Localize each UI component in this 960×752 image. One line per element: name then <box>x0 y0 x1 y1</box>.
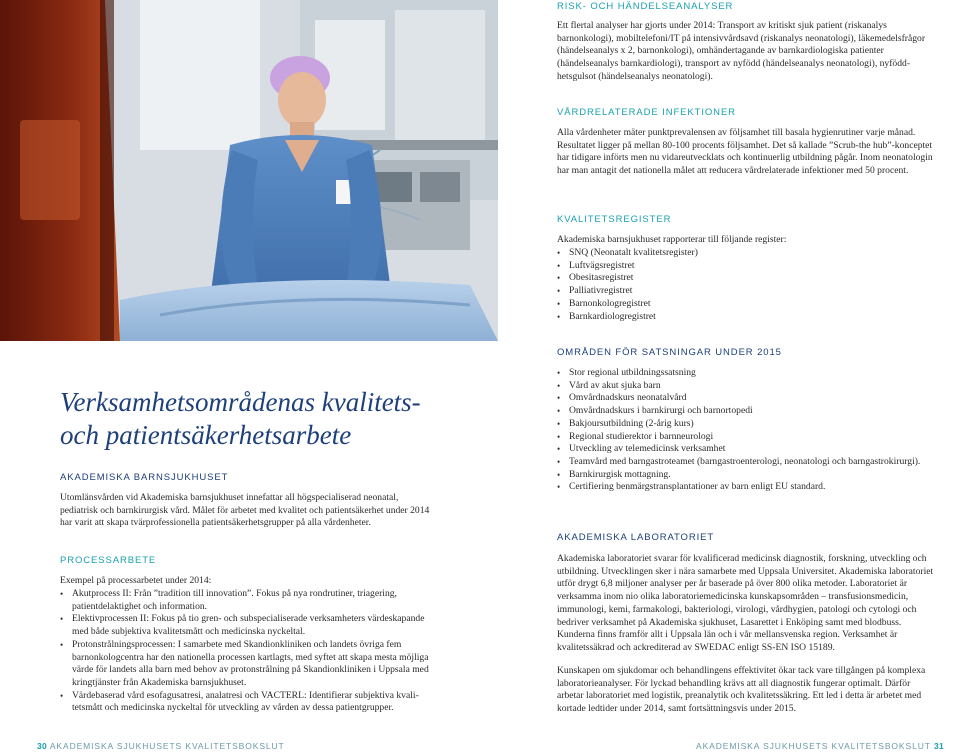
list-item: • Omvårdnadskurs neonatalvård <box>557 392 935 405</box>
page-number-left: 30 <box>37 741 48 751</box>
title-line-2: och patientsäkerhetsarbete <box>60 420 352 450</box>
list-item: • Akutprocess II: Från ”tradition till innovation”. Fokus på nya rondrutiner, triagering, patientdelaktighet och information. <box>60 588 438 613</box>
list-item: • Teamvård med barngastroteamet (barngastroenterologi, neonatologi och barngastrokirurgi). <box>557 456 935 469</box>
satsningar-heading: OMRÅDEN FÖR SATSNINGAR UNDER 2015 <box>557 347 782 358</box>
list-item: • Certifiering benmärgstransplantationer av barn enligt EU standard. <box>557 481 935 494</box>
risk-handelseanalyser-heading: RISK- OCH HÄNDELSEANALYSER <box>557 1 734 12</box>
photo-illustration <box>0 0 498 341</box>
akademiska-laboratoriet-heading: AKADEMISKA LABORATORIET <box>557 532 715 543</box>
list-item: • Barnonkologregistret <box>557 298 935 311</box>
list-item: • Barnkirurgisk mottagning. <box>557 469 935 482</box>
list-item: • Barnkardiologregistret <box>557 311 935 324</box>
vardrelaterade-infektioner-paragraph: Alla vårdenheter mäter punktprevalensen av följsamhet till basala hygienrutiner varje månad. Resultatet ligger på mellan 80-100 procents följsamhet. Det så kallade ”Scrub-the hub”-konceptet har tidigare införts men nu vidareutvecklats och kontinuerlig utbildning pågår. Inom neonatologin har man antagit det nationella målet att reducera vårdrelaterade infektioner med 50 procent. <box>557 127 933 177</box>
list-item: • Obesitasregistret <box>557 272 935 285</box>
risk-handelseanalyser-paragraph: Ett flertal analyser har gjorts under 2014: Transport av kritiskt sjuk patient (riskanalys barnonkologi), mobiltelefoni/IT på intensivvårdsavd (riskanalys neonatologi), läkemedelsfrågor (händelseanalys x 2, barnonkologi), omhändertagande av barnkardiologiska patienter (händelseanalys barnkardiologi), transport av nyfödd (händelseanalys neonatologi), nyföddhetsgulsot (händelseanalys neonatologi). <box>557 20 926 82</box>
kvalitetsregister-intro: Akademiska barnsjukhuset rapporterar till följande register: <box>557 234 787 245</box>
processarbete-heading: PROCESSARBETE <box>60 555 157 566</box>
kvalitetsregister-list <box>557 247 935 323</box>
kvalitetsregister-heading: KVALITETSREGISTER <box>557 214 672 225</box>
list-item: • Stor regional utbildningssatsning <box>557 367 935 380</box>
list-item: • Elektivprocessen II: Fokus på tio gren- och subspecialiserade verksamheters värdeskapande med både subjektiva kvalitetsmått och medicinska nyckeltal. <box>60 613 438 638</box>
list-item: • Omvårdnadskurs i barnkirurgi och barnortopedi <box>557 405 935 418</box>
footer-right-text: AKADEMISKA SJUKHUSETS KVALITETSBOKSLUT <box>696 741 931 751</box>
processarbete-intro: Exempel på processarbetet under 2014: <box>60 575 212 586</box>
processarbete-list <box>60 588 438 715</box>
list-item: • Luftvägsregistret <box>557 260 935 273</box>
list-item: • Regional studierektor i barnneurologi <box>557 431 935 444</box>
title-line-1: Verksamhetsområdenas kvalitets- <box>60 387 421 417</box>
list-item: • Värdebaserad vård esofagusatresi, analatresi och VACTERL: Identifierar subjektiva kvalitetsmått och medicinska nyckeltal för utveckling av vården av dessa patientgrupper. <box>60 690 438 715</box>
list-item: • Protonstrålningsprocessen: I samarbete med Skandionkliniken och landets övriga fem barnonkologcentra har den nationella processen kartlagts, med syftet att skapa mesta möjliga värde för landets alla barn med behov av protonstrålning på Skandionkliniken i Uppsala med kringtjänster från Akademiska barnsjukhuset. <box>60 639 438 690</box>
footer-right <box>696 741 944 751</box>
vardrelaterade-infektioner-heading: VÅRDRELATERADE INFEKTIONER <box>557 107 736 118</box>
akademiska-barnsjukhuset-paragraph: Utomlänsvården vid Akademiska barnsjukhuset innefattar all högspecialiserad neonatal, pediatrisk och barnkirurgisk vård. Målet för arbetet med kvalitet och patientsäkerhet under 2014 har varit att skapa tvärprofessionella patientsäkerhetsgrupper på alla vårdenheter. <box>60 492 430 529</box>
page-title <box>60 386 460 452</box>
footer-left-text: AKADEMISKA SJUKHUSETS KVALITETSBOKSLUT <box>49 741 285 751</box>
footer-left <box>37 741 285 751</box>
hospital-staff-photo <box>0 0 498 341</box>
akademiska-laboratoriet-paragraph-1: Akademiska laboratoriet svarar för kvalificerad medicinsk diagnostik, forskning, utveckling och utbildning. Utvecklingen sker i nära samarbete med Uppsala Universitet. Akademiska laboratoriet utför drygt 6,8 miljoner analyser per år baserade på över 800 olika metoder. Laboratoriet är verksamma inom nio olika laboratoriemedicinska kunskapsområden – transfusionsmedicin, immunologi, kemi, farmakologi, bakteriologi, virologi, vårdhygien, patologi och cytologi och bedriver verksamhet på Akademiska sjukhuset, Lasarettet i Enköping samt med blodbuss. Kunderna finns framför allt i Uppsala län och i vår mellansvenska region. Verksamhet är kvalitetssäkrad och ackrediterad av SWEDAC enligt SS-EN ISO 15189. <box>557 553 934 653</box>
akademiska-laboratoriet-paragraph-2: Kunskapen om sjukdomar och behandlingens effektivitet ökar tack vare tillgången på komplexa laboratorieanalyser. För lyckad behandling krävs att all diagnostik fungerar optimalt. Därför arbetar laboratoriet med logistik, preanalytik och kvalitetssäkring. Ett led i detta är arbetet med kortade ledtider under 2014, samt fortsättningsvis under 2015. <box>557 665 926 715</box>
akademiska-barnsjukhuset-heading: AKADEMISKA BARNSJUKHUSET <box>60 472 229 483</box>
satsningar-list <box>557 367 935 494</box>
list-item: • SNQ (Neonatalt kvalitetsregister) <box>557 247 935 260</box>
list-item: • Utveckling av telemedicinsk verksamhet <box>557 443 935 456</box>
page-number-right: 31 <box>933 741 944 751</box>
list-item: • Bakjoursutbildning (2-årig kurs) <box>557 418 935 431</box>
list-item: • Vård av akut sjuka barn <box>557 380 935 393</box>
list-item: • Palliativregistret <box>557 285 935 298</box>
